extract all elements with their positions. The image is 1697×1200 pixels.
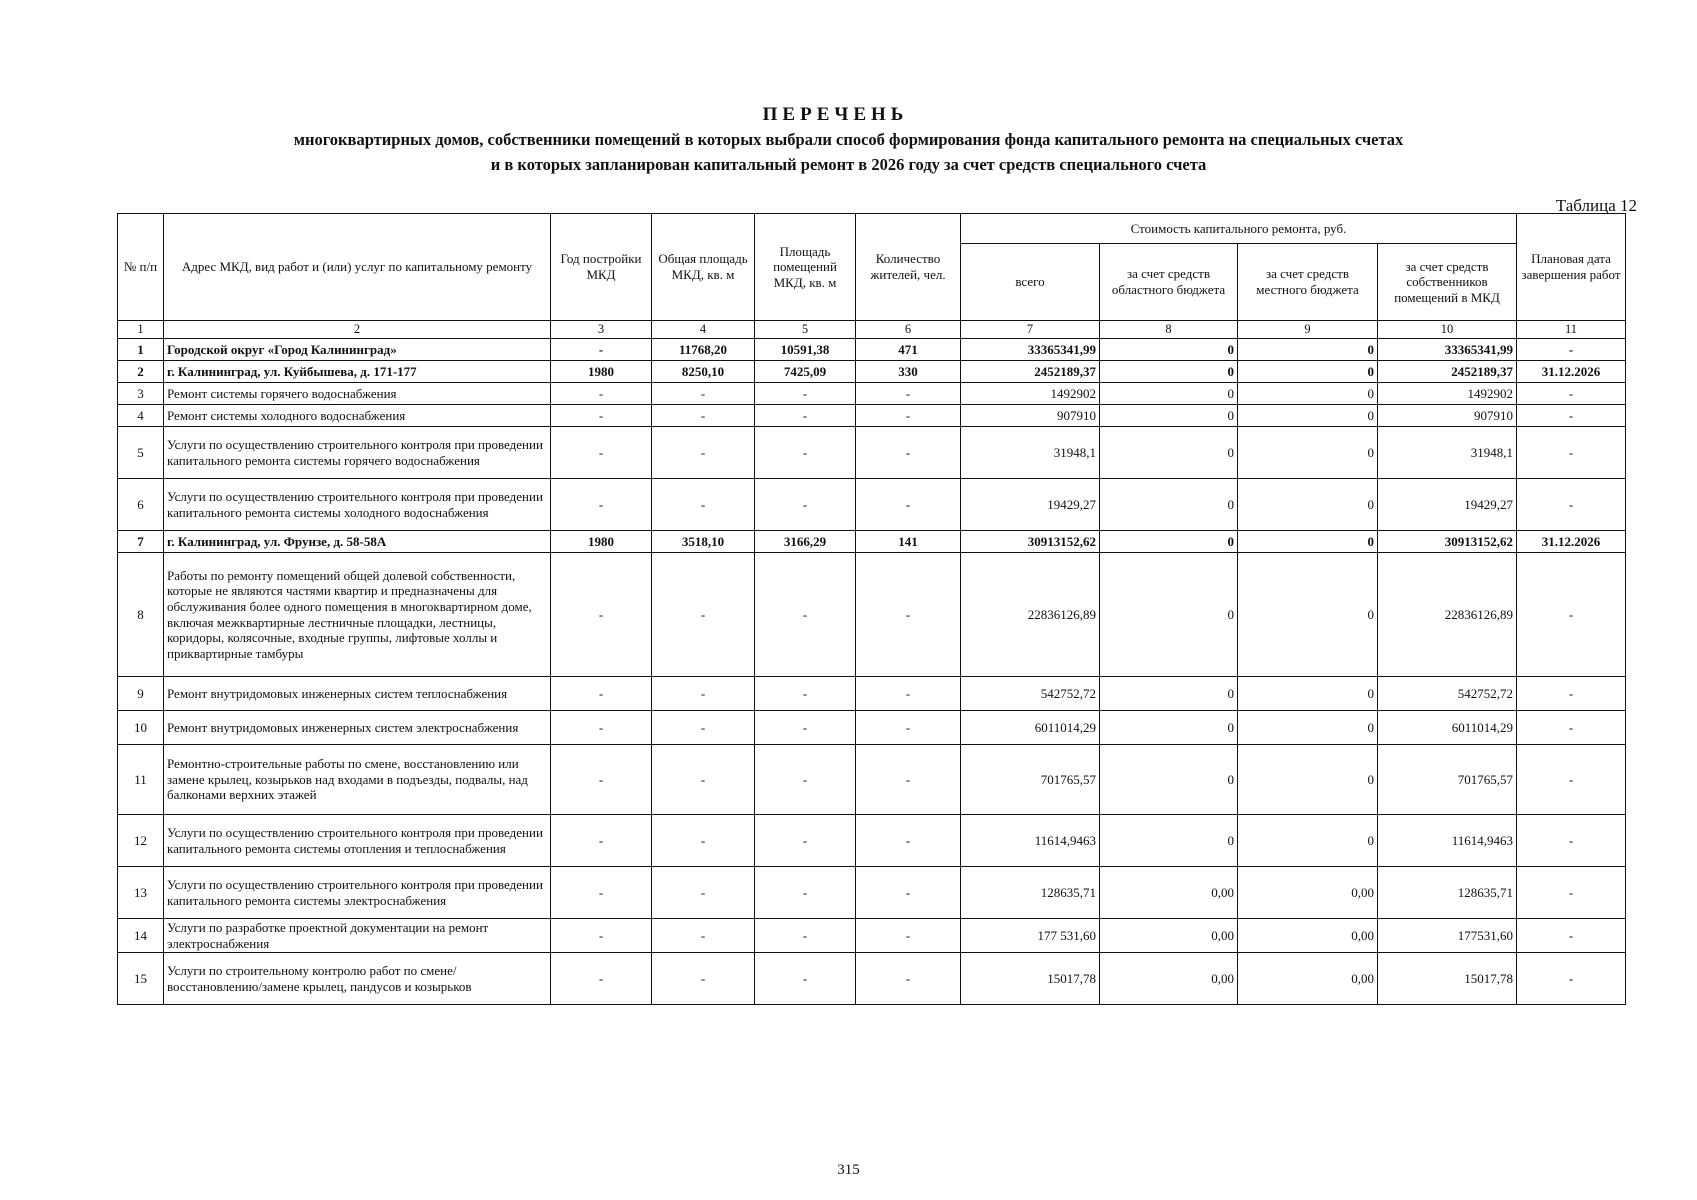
- row-residents: -: [856, 479, 961, 531]
- row-premises-area: -: [755, 953, 856, 1005]
- row-number: 3: [118, 383, 164, 405]
- column-number: 1: [118, 321, 164, 339]
- header-number: № п/п: [118, 214, 164, 321]
- column-number: 6: [856, 321, 961, 339]
- row-number: 2: [118, 361, 164, 383]
- table-row: [118, 427, 1626, 479]
- row-name: Услуги по строительному контролю работ по смене/восстановлению/замене крылец, пандусов и козырьков: [164, 953, 551, 1005]
- row-name: Городской округ «Город Калининград»: [164, 339, 551, 361]
- table-row: [118, 383, 1626, 405]
- table-row: [118, 867, 1626, 919]
- row-planned-date: -: [1517, 383, 1626, 405]
- row-name: Ремонт системы горячего водоснабжения: [164, 383, 551, 405]
- header-year: Год постройки МКД: [551, 214, 652, 321]
- row-planned-date: 31.12.2026: [1517, 531, 1626, 553]
- row-planned-date: -: [1517, 553, 1626, 677]
- row-name: Ремонт системы холодного водоснабжения: [164, 405, 551, 427]
- row-number: 10: [118, 711, 164, 745]
- table-row: [118, 711, 1626, 745]
- row-cost-regional: 0: [1100, 677, 1238, 711]
- row-cost-regional: 0: [1100, 427, 1238, 479]
- row-number: 12: [118, 815, 164, 867]
- row-planned-date: -: [1517, 677, 1626, 711]
- header-cost-group: Стоимость капитального ремонта, руб.: [961, 214, 1517, 244]
- row-cost-local: 0,00: [1238, 953, 1378, 1005]
- row-name: Услуги по осуществлению строительного контроля при проведении капитального ремонта системы горячего водоснабжения: [164, 427, 551, 479]
- table-row: [118, 953, 1626, 1005]
- row-cost-local: 0: [1238, 745, 1378, 815]
- row-cost-local: 0,00: [1238, 919, 1378, 953]
- row-year: -: [551, 479, 652, 531]
- table-row: [118, 677, 1626, 711]
- table-row: [118, 553, 1626, 677]
- row-year: -: [551, 383, 652, 405]
- header-cost-owners: за счет средств собственников помещений в МКД: [1378, 244, 1517, 321]
- row-total-area: -: [652, 711, 755, 745]
- row-year: -: [551, 815, 652, 867]
- row-cost-regional: 0,00: [1100, 953, 1238, 1005]
- row-name: Услуги по осуществлению строительного контроля при проведении капитального ремонта системы холодного водоснабжения: [164, 479, 551, 531]
- table-row: [118, 339, 1626, 361]
- row-year: 1980: [551, 361, 652, 383]
- row-name: Ремонтно-строительные работы по смене, восстановлению или замене крылец, козырьков над входами в подъезды, подвалы, над балконами верхних этажей: [164, 745, 551, 815]
- row-cost-owners: 19429,27: [1378, 479, 1517, 531]
- row-planned-date: -: [1517, 867, 1626, 919]
- row-cost-local: 0: [1238, 339, 1378, 361]
- row-cost-total: 542752,72: [961, 677, 1100, 711]
- table-label: Таблица 12: [1555, 196, 1637, 215]
- row-number: 13: [118, 867, 164, 919]
- row-cost-local: 0: [1238, 531, 1378, 553]
- row-total-area: -: [652, 815, 755, 867]
- header-premises-area: Площадь помещений МКД, кв. м: [755, 214, 856, 321]
- row-cost-owners: 6011014,29: [1378, 711, 1517, 745]
- table-row: [118, 745, 1626, 815]
- row-residents: 471: [856, 339, 961, 361]
- row-cost-local: 0,00: [1238, 867, 1378, 919]
- row-residents: 141: [856, 531, 961, 553]
- row-residents: -: [856, 383, 961, 405]
- row-name: Услуги по осуществлению строительного контроля при проведении капитального ремонта системы электроснабжения: [164, 867, 551, 919]
- row-residents: -: [856, 867, 961, 919]
- header-residents: Количество жителей, чел.: [856, 214, 961, 321]
- row-planned-date: -: [1517, 427, 1626, 479]
- row-total-area: -: [652, 677, 755, 711]
- row-cost-local: 0: [1238, 677, 1378, 711]
- table-row: [118, 531, 1626, 553]
- column-number: 9: [1238, 321, 1378, 339]
- row-planned-date: -: [1517, 919, 1626, 953]
- column-number: 10: [1378, 321, 1517, 339]
- row-cost-total: 31948,1: [961, 427, 1100, 479]
- row-premises-area: -: [755, 919, 856, 953]
- row-planned-date: -: [1517, 711, 1626, 745]
- row-cost-regional: 0,00: [1100, 867, 1238, 919]
- column-number: 8: [1100, 321, 1238, 339]
- row-residents: -: [856, 919, 961, 953]
- row-cost-owners: 15017,78: [1378, 953, 1517, 1005]
- row-cost-regional: 0: [1100, 553, 1238, 677]
- row-residents: -: [856, 427, 961, 479]
- row-total-area: -: [652, 405, 755, 427]
- row-total-area: -: [652, 953, 755, 1005]
- row-number: 11: [118, 745, 164, 815]
- document-subtitle-line-2: и в которых запланирован капитальный ремонт в 2026 году за счет средств специального счета: [490, 155, 1207, 174]
- row-name: г. Калининград, ул. Куйбышева, д. 171-177: [164, 361, 551, 383]
- row-premises-area: 10591,38: [755, 339, 856, 361]
- row-premises-area: -: [755, 383, 856, 405]
- row-cost-local: 0: [1238, 361, 1378, 383]
- row-premises-area: -: [755, 553, 856, 677]
- row-cost-regional: 0: [1100, 339, 1238, 361]
- row-cost-owners: 30913152,62: [1378, 531, 1517, 553]
- document-title: ПЕРЕЧЕНЬ: [762, 104, 909, 125]
- row-cost-regional: 0: [1100, 383, 1238, 405]
- row-planned-date: -: [1517, 479, 1626, 531]
- row-cost-total: 15017,78: [961, 953, 1100, 1005]
- row-planned-date: -: [1517, 405, 1626, 427]
- column-number: 3: [551, 321, 652, 339]
- header-cost-regional: за счет средств областного бюджета: [1100, 244, 1238, 321]
- row-cost-local: 0: [1238, 553, 1378, 677]
- row-total-area: 3518,10: [652, 531, 755, 553]
- row-premises-area: -: [755, 867, 856, 919]
- row-cost-total: 177 531,60: [961, 919, 1100, 953]
- row-cost-total: 30913152,62: [961, 531, 1100, 553]
- row-cost-regional: 0: [1100, 361, 1238, 383]
- row-cost-regional: 0: [1100, 745, 1238, 815]
- row-premises-area: 7425,09: [755, 361, 856, 383]
- row-cost-owners: 31948,1: [1378, 427, 1517, 479]
- row-total-area: -: [652, 745, 755, 815]
- row-year: -: [551, 919, 652, 953]
- column-number-row: [118, 321, 1626, 339]
- row-cost-local: 0: [1238, 383, 1378, 405]
- row-cost-regional: 0: [1100, 815, 1238, 867]
- row-cost-regional: 0: [1100, 405, 1238, 427]
- row-total-area: -: [652, 479, 755, 531]
- row-total-area: -: [652, 553, 755, 677]
- row-cost-owners: 11614,9463: [1378, 815, 1517, 867]
- row-premises-area: -: [755, 815, 856, 867]
- row-cost-owners: 701765,57: [1378, 745, 1517, 815]
- row-cost-regional: 0: [1100, 479, 1238, 531]
- row-premises-area: -: [755, 427, 856, 479]
- row-cost-local: 0: [1238, 405, 1378, 427]
- table-row: [118, 361, 1626, 383]
- row-number: 1: [118, 339, 164, 361]
- page-number: 315: [837, 1162, 860, 1178]
- row-year: -: [551, 711, 652, 745]
- row-number: 5: [118, 427, 164, 479]
- row-total-area: -: [652, 383, 755, 405]
- row-total-area: -: [652, 427, 755, 479]
- row-name: Услуги по разработке проектной документации на ремонт электроснабжения: [164, 919, 551, 953]
- row-cost-local: 0: [1238, 479, 1378, 531]
- header-planned-date: Плановая дата завершения работ: [1517, 214, 1626, 321]
- row-cost-total: 22836126,89: [961, 553, 1100, 677]
- row-residents: -: [856, 711, 961, 745]
- row-number: 6: [118, 479, 164, 531]
- row-number: 4: [118, 405, 164, 427]
- row-cost-regional: 0: [1100, 531, 1238, 553]
- row-name: Работы по ремонту помещений общей долевой собственности, которые не являются частями квартир и предназначены для обслуживания более одного помещения в многоквартирном доме, включая межквартирные лестничные площадки, лестницы, коридоры, колясочные, входные группы, лифтовые холлы и приквартирные тамбуры: [164, 553, 551, 677]
- row-premises-area: -: [755, 745, 856, 815]
- row-cost-owners: 33365341,99: [1378, 339, 1517, 361]
- row-year: -: [551, 953, 652, 1005]
- header-cost-local: за счет средств местного бюджета: [1238, 244, 1378, 321]
- row-cost-regional: 0: [1100, 711, 1238, 745]
- row-cost-regional: 0,00: [1100, 919, 1238, 953]
- row-planned-date: -: [1517, 815, 1626, 867]
- table-row: [118, 815, 1626, 867]
- column-number: 2: [164, 321, 551, 339]
- row-cost-local: 0: [1238, 427, 1378, 479]
- row-name: Ремонт внутридомовых инженерных систем теплоснабжения: [164, 677, 551, 711]
- row-number: 9: [118, 677, 164, 711]
- row-cost-owners: 542752,72: [1378, 677, 1517, 711]
- row-total-area: -: [652, 867, 755, 919]
- row-cost-owners: 1492902: [1378, 383, 1517, 405]
- row-name: Ремонт внутридомовых инженерных систем электроснабжения: [164, 711, 551, 745]
- row-cost-total: 907910: [961, 405, 1100, 427]
- row-cost-owners: 22836126,89: [1378, 553, 1517, 677]
- row-cost-owners: 128635,71: [1378, 867, 1517, 919]
- row-total-area: 8250,10: [652, 361, 755, 383]
- column-number: 11: [1517, 321, 1626, 339]
- header-cost-total: всего: [961, 244, 1100, 321]
- row-planned-date: -: [1517, 339, 1626, 361]
- table-row: [118, 479, 1626, 531]
- row-year: -: [551, 339, 652, 361]
- row-total-area: -: [652, 919, 755, 953]
- row-cost-total: 701765,57: [961, 745, 1100, 815]
- document-subtitle-line-1: многоквартирных домов, собственники помещений в которых выбрали способ формирования фонда капитального ремонта на специальных счетах: [293, 130, 1404, 149]
- row-year: -: [551, 553, 652, 677]
- row-year: 1980: [551, 531, 652, 553]
- row-number: 15: [118, 953, 164, 1005]
- row-cost-total: 11614,9463: [961, 815, 1100, 867]
- row-premises-area: -: [755, 479, 856, 531]
- table-row: [118, 919, 1626, 953]
- column-number: 4: [652, 321, 755, 339]
- header-address: Адрес МКД, вид работ и (или) услуг по капитальному ремонту: [164, 214, 551, 321]
- row-number: 7: [118, 531, 164, 553]
- row-cost-total: 6011014,29: [961, 711, 1100, 745]
- document-title-block: [0, 104, 1697, 176]
- row-cost-owners: 907910: [1378, 405, 1517, 427]
- row-year: -: [551, 677, 652, 711]
- capital-repair-table: [117, 213, 1626, 1005]
- row-premises-area: -: [755, 405, 856, 427]
- table-row: [118, 405, 1626, 427]
- row-residents: 330: [856, 361, 961, 383]
- row-year: -: [551, 427, 652, 479]
- row-year: -: [551, 745, 652, 815]
- row-premises-area: -: [755, 711, 856, 745]
- row-year: -: [551, 405, 652, 427]
- row-cost-local: 0: [1238, 711, 1378, 745]
- row-cost-owners: 2452189,37: [1378, 361, 1517, 383]
- row-number: 14: [118, 919, 164, 953]
- row-cost-local: 0: [1238, 815, 1378, 867]
- row-residents: -: [856, 745, 961, 815]
- row-residents: -: [856, 815, 961, 867]
- row-year: -: [551, 867, 652, 919]
- row-cost-total: 128635,71: [961, 867, 1100, 919]
- row-name: г. Калининград, ул. Фрунзе, д. 58-58А: [164, 531, 551, 553]
- row-cost-total: 1492902: [961, 383, 1100, 405]
- row-number: 8: [118, 553, 164, 677]
- row-cost-owners: 177531,60: [1378, 919, 1517, 953]
- row-name: Услуги по осуществлению строительного контроля при проведении капитального ремонта системы отопления и теплоснабжения: [164, 815, 551, 867]
- row-planned-date: -: [1517, 745, 1626, 815]
- row-residents: -: [856, 677, 961, 711]
- row-cost-total: 19429,27: [961, 479, 1100, 531]
- column-number: 7: [961, 321, 1100, 339]
- header-total-area: Общая площадь МКД, кв. м: [652, 214, 755, 321]
- row-premises-area: -: [755, 677, 856, 711]
- row-residents: -: [856, 953, 961, 1005]
- row-total-area: 11768,20: [652, 339, 755, 361]
- row-planned-date: -: [1517, 953, 1626, 1005]
- row-residents: -: [856, 553, 961, 677]
- column-number: 5: [755, 321, 856, 339]
- row-planned-date: 31.12.2026: [1517, 361, 1626, 383]
- row-residents: -: [856, 405, 961, 427]
- row-cost-total: 2452189,37: [961, 361, 1100, 383]
- row-premises-area: 3166,29: [755, 531, 856, 553]
- row-cost-total: 33365341,99: [961, 339, 1100, 361]
